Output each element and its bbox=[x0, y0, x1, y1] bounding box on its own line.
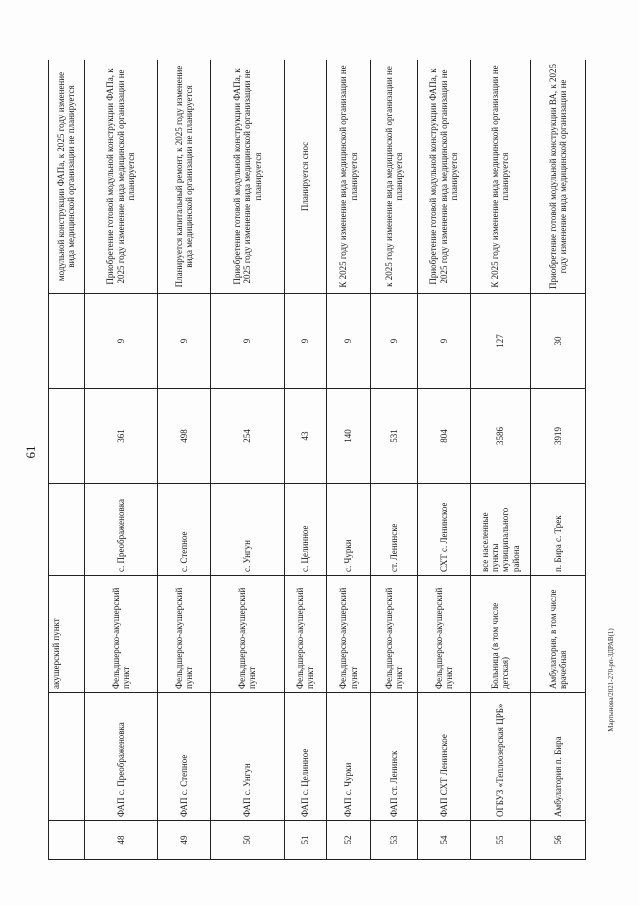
table-row bbox=[158, 60, 211, 860]
cell-name bbox=[49, 693, 85, 821]
cell-population: 804 bbox=[418, 389, 471, 484]
cell-population: 3919 bbox=[530, 389, 585, 484]
cell-number bbox=[49, 821, 85, 860]
cell-distance: 9 bbox=[418, 294, 471, 389]
cell-name: Амбулатория п. Бира bbox=[530, 693, 585, 821]
cell-name: ФАП ст. Ленинск bbox=[370, 693, 417, 821]
cell-location: п. Бира с. Трек bbox=[530, 484, 585, 576]
cell-type: акушерский пункт bbox=[49, 576, 85, 693]
cell-name: ФАП с. Целинное bbox=[284, 693, 327, 821]
cell-distance: 9 bbox=[84, 294, 158, 389]
cell-note: К 2025 году изменение вида медицинской организации не планируется bbox=[327, 60, 371, 294]
cell-type: Фельдшерско-акушерский пункт bbox=[284, 576, 327, 693]
cell-location: с. Унгун bbox=[211, 484, 285, 576]
cell-name: ФАП с. Унгун bbox=[211, 693, 285, 821]
cell-distance: 9 bbox=[370, 294, 417, 389]
cell-population: 43 bbox=[284, 389, 327, 484]
cell-population: 254 bbox=[211, 389, 285, 484]
cell-distance: 9 bbox=[158, 294, 211, 389]
cell-type: Фельдшерско-акушерский пункт bbox=[418, 576, 471, 693]
cell-name: ФАП с. Чурки bbox=[327, 693, 371, 821]
table-container bbox=[48, 60, 586, 860]
table-body bbox=[49, 60, 586, 860]
cell-note: к 2025 году изменение вида медицинской организации не планируется bbox=[370, 60, 417, 294]
cell-number: 48 bbox=[84, 821, 158, 860]
cell-name: ОГБУЗ «Теплоозерская ЦРБ» bbox=[470, 693, 530, 821]
cell-population bbox=[49, 389, 85, 484]
cell-type: Амбулатория, в том числе врачебная bbox=[530, 576, 585, 693]
cell-population: 140 bbox=[327, 389, 371, 484]
cell-name: ФАП с. Степное bbox=[158, 693, 211, 821]
cell-distance bbox=[49, 294, 85, 389]
cell-location bbox=[49, 484, 85, 576]
cell-type: Фельдшерско-акушерский пункт bbox=[211, 576, 285, 693]
cell-location: ст. Ленинске bbox=[370, 484, 417, 576]
cell-number: 53 bbox=[370, 821, 417, 860]
table-row bbox=[470, 60, 530, 860]
cell-number: 52 bbox=[327, 821, 371, 860]
cell-distance: 9 bbox=[284, 294, 327, 389]
page-number: 61 bbox=[23, 445, 38, 459]
cell-location: с. Преображеновка bbox=[84, 484, 158, 576]
cell-population: 531 bbox=[370, 389, 417, 484]
cell-number: 54 bbox=[418, 821, 471, 860]
cell-location: с. Чурки bbox=[327, 484, 371, 576]
medical-facilities-table bbox=[48, 60, 586, 860]
cell-note: Приобретение готовой модульной конструкции ВА, к 2025 году изменение вида медицинской организации не bbox=[530, 60, 585, 294]
table-row bbox=[327, 60, 371, 860]
cell-distance: 9 bbox=[327, 294, 371, 389]
cell-type: Фельдшерско-акушерский пункт bbox=[327, 576, 371, 693]
cell-location: с. Степное bbox=[158, 484, 211, 576]
cell-distance: 30 bbox=[530, 294, 585, 389]
cell-location: все населенные пункты муниципального района bbox=[470, 484, 530, 576]
cell-note: Приобретение готовой модульной конструкции ФАПа, к 2025 году изменение вида медицинской организации не планируется bbox=[84, 60, 158, 294]
cell-name: ФАП СХТ Ленинское bbox=[418, 693, 471, 821]
table-row bbox=[530, 60, 585, 860]
cell-population: 498 bbox=[158, 389, 211, 484]
cell-note: Приобретение готовой модульной конструкции ФАПа, к 2025 году изменение вида медицинской организации не планируется bbox=[418, 60, 471, 294]
cell-distance: 9 bbox=[211, 294, 285, 389]
cell-note: Планируется снос bbox=[284, 60, 327, 294]
table-row-continuation bbox=[49, 60, 85, 860]
cell-number: 49 bbox=[158, 821, 211, 860]
cell-type: Больница (в том числе детская) bbox=[470, 576, 530, 693]
cell-type: Фельдшерско-акушерский пункт bbox=[370, 576, 417, 693]
cell-name: ФАП с. Преображеновка bbox=[84, 693, 158, 821]
cell-distance: 127 bbox=[470, 294, 530, 389]
cell-location: СХТ с. Ленинское bbox=[418, 484, 471, 576]
table-row bbox=[211, 60, 285, 860]
table-row bbox=[370, 60, 417, 860]
cell-note: Планируется капитальный ремонт, к 2025 году изменение вида медицинской организации не планируется bbox=[158, 60, 211, 294]
cell-number: 50 bbox=[211, 821, 285, 860]
cell-number: 55 bbox=[470, 821, 530, 860]
cell-number: 51 bbox=[284, 821, 327, 860]
cell-population: 361 bbox=[84, 389, 158, 484]
cell-location: с. Целинное bbox=[284, 484, 327, 576]
cell-note: К 2025 году изменение вида медицинской организации не планируется bbox=[470, 60, 530, 294]
cell-number: 56 bbox=[530, 821, 585, 860]
cell-type: Фельдшерско-акушерский пункт bbox=[158, 576, 211, 693]
table-row bbox=[418, 60, 471, 860]
cell-note: модульной конструкции ФАПа, к 2025 году изменение вида медицинской организации не планируется bbox=[49, 60, 85, 294]
table-row bbox=[284, 60, 327, 860]
cell-type: Фельдшерско-акушерский пункт bbox=[84, 576, 158, 693]
table-row bbox=[84, 60, 158, 860]
cell-population: 3586 bbox=[470, 389, 530, 484]
cell-note: Приобретение готовой модульной конструкции ФАПа, к 2025 году изменение вида медицинской организации не планируется bbox=[211, 60, 285, 294]
footer-reference: Мартынова/2021-270-рп-ЗДРАВ(1) bbox=[607, 628, 615, 732]
